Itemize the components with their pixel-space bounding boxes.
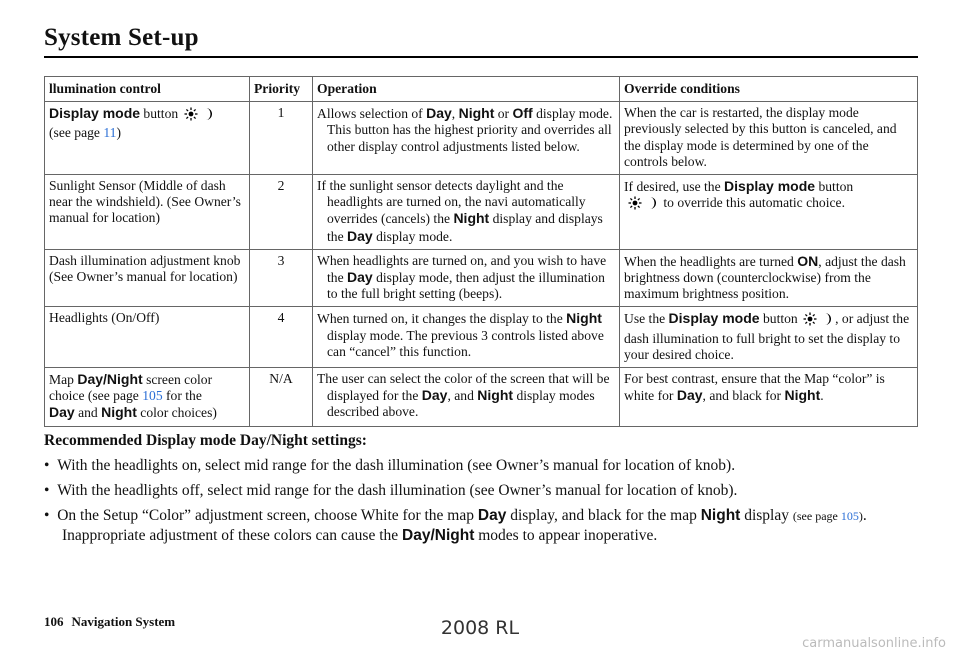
- text: Use the: [624, 311, 669, 327]
- text: , and black for: [702, 388, 785, 404]
- header-priority: Priority: [250, 77, 313, 102]
- cell-operation: [313, 307, 620, 368]
- table-header-row: [45, 77, 918, 102]
- text: display mode. This button has the highest priority and overrides all other display control adjustments listed below.: [327, 106, 613, 154]
- text: display modes described above.: [327, 388, 595, 420]
- text: , adjust the dash brightness down (counterclockwise) from the maximum brightness position.: [624, 253, 906, 302]
- cell-override: When the car is restarted, the display mode previously selected by this button is canceled, and the display mode is determined by one of the controls below.: [620, 102, 918, 175]
- sun-moon-icon: [801, 312, 835, 330]
- list-item: [44, 456, 924, 476]
- text: display, and black for the map: [506, 507, 701, 524]
- text: ): [858, 509, 863, 523]
- text: When the headlights are turned: [624, 253, 798, 269]
- text: screen color choice (see page: [49, 372, 213, 404]
- text: button: [759, 311, 802, 327]
- on-label: ON: [797, 252, 819, 269]
- day-label: Day: [477, 507, 507, 524]
- day-label: Day: [676, 387, 703, 404]
- cell-priority: 4: [250, 307, 313, 368]
- text: Map: [49, 372, 78, 388]
- watermark-year: 2008 RL: [440, 617, 520, 639]
- display-mode-label: Display mode: [668, 310, 760, 327]
- text: If the sunlight sensor detects daylight and the headlights are turned on, the navi automatically overrides (cancels) the: [317, 178, 586, 227]
- text: color choices): [136, 405, 217, 421]
- text: for the: [162, 388, 202, 404]
- sun-moon-icon: [182, 107, 216, 125]
- night-label: Night: [566, 310, 602, 327]
- cell-operation: [313, 249, 620, 307]
- table-row: [45, 307, 918, 368]
- text: display mode. The previous 3 controls listed above can “cancel” this function.: [327, 327, 604, 359]
- page-title: System Set-up: [44, 24, 199, 51]
- recommended-title: Recommended Display mode Day/Night settings:: [44, 432, 367, 449]
- cell-control: Dash illumination adjustment knob (See Owner’s manual for location): [45, 249, 250, 307]
- bullet-dot: •: [44, 457, 58, 474]
- cell-priority: 2: [250, 175, 313, 250]
- recommended-list: [44, 456, 924, 551]
- text: modes to appear inoperative.: [474, 527, 658, 544]
- page-link-11[interactable]: 11: [103, 125, 117, 141]
- bullet-dot: •: [44, 482, 58, 499]
- watermark-site: carmanualsonline.info: [802, 636, 946, 651]
- text: (see page: [792, 509, 841, 523]
- title-rule: [44, 56, 918, 58]
- display-mode-label: Display mode: [49, 105, 141, 122]
- header-operation: Operation: [313, 77, 620, 102]
- night-label: Night: [453, 210, 490, 227]
- text: For best contrast, ensure that the Map “color” is white for: [624, 371, 885, 404]
- text: display mode, then adjust the illumination to the full bright setting (beeps).: [327, 270, 605, 302]
- table-row: [45, 368, 918, 427]
- day-night-label: Day/Night: [402, 527, 475, 544]
- text: The user can select the color of the screen that will be displayed for the: [317, 371, 610, 404]
- text: .: [820, 388, 824, 404]
- cell-control: Headlights (On/Off): [45, 307, 250, 368]
- display-mode-label: Display mode: [724, 178, 816, 195]
- cell-override: [620, 368, 918, 427]
- text: button: [815, 179, 854, 195]
- text: display: [740, 507, 793, 524]
- cell-override: [620, 249, 918, 307]
- text: , or adjust the dash illumination to full bright to set the display to your desired choice.: [624, 311, 910, 362]
- off-label: Off: [512, 105, 533, 122]
- day-label: Day: [49, 404, 75, 421]
- cell-control: [45, 102, 250, 175]
- night-label: Night: [458, 105, 495, 122]
- text: When headlights are turned on, and you wish to have the: [317, 252, 607, 286]
- cell-priority: 1: [250, 102, 313, 175]
- text: . Inappropriate adjustment of these colors can cause the: [62, 507, 867, 544]
- day-label: Day: [347, 227, 373, 244]
- header-override: Override conditions: [620, 77, 918, 102]
- night-label: Night: [101, 404, 137, 421]
- cell-control: Sunlight Sensor (Middle of dash near the windshield). (See Owner’s manual for location): [45, 175, 250, 250]
- text: (see page: [49, 125, 104, 141]
- day-label: Day: [421, 387, 448, 404]
- cell-operation: [313, 368, 620, 427]
- text: or: [494, 106, 513, 122]
- cell-control: [45, 368, 250, 427]
- bullet-dot: •: [44, 507, 58, 524]
- text: to override this automatic choice.: [660, 195, 845, 211]
- cell-priority: N/A: [250, 368, 313, 427]
- table-row: [45, 102, 918, 175]
- cell-operation: [313, 102, 620, 175]
- list-item: [44, 481, 924, 501]
- page-link-105[interactable]: 105: [142, 388, 163, 404]
- text: and: [74, 405, 102, 421]
- text: On the Setup “Color” adjustment screen, choose White for the map: [57, 507, 478, 524]
- night-label: Night: [477, 387, 514, 404]
- text: button: [140, 106, 179, 122]
- sun-moon-icon: [626, 196, 660, 214]
- day-label: Day: [426, 105, 452, 122]
- cell-override: [620, 307, 918, 368]
- text: display mode.: [372, 228, 453, 244]
- header-control: llumination control: [45, 77, 250, 102]
- footer-label: Navigation System: [71, 614, 176, 629]
- table-row: [45, 249, 918, 307]
- page-link-105[interactable]: 105: [840, 509, 859, 523]
- day-label: Day: [347, 269, 373, 286]
- page-number: 106: [44, 614, 64, 629]
- text: With the headlights off, select mid range for the dash illumination (see Owner’s manual for location of knob).: [57, 482, 738, 499]
- illumination-control-table: [44, 76, 918, 427]
- text: ): [116, 125, 121, 141]
- text: With the headlights on, select mid range for the dash illumination (see Owner’s manual for location of knob).: [57, 457, 736, 474]
- text: When turned on, it changes the display to the: [317, 311, 567, 327]
- list-item: [44, 506, 924, 546]
- day-night-label: Day/Night: [77, 371, 143, 388]
- cell-priority: 3: [250, 249, 313, 307]
- night-label: Night: [784, 387, 821, 404]
- text: ,: [451, 106, 459, 122]
- text: If desired, use the: [624, 179, 725, 195]
- night-label: Night: [700, 507, 741, 524]
- cell-override: [620, 175, 918, 250]
- cell-operation: [313, 175, 620, 250]
- text: , and: [447, 388, 478, 404]
- text: Allows selection of: [317, 106, 427, 122]
- text: display and displays the: [327, 211, 603, 244]
- table-row: [45, 175, 918, 250]
